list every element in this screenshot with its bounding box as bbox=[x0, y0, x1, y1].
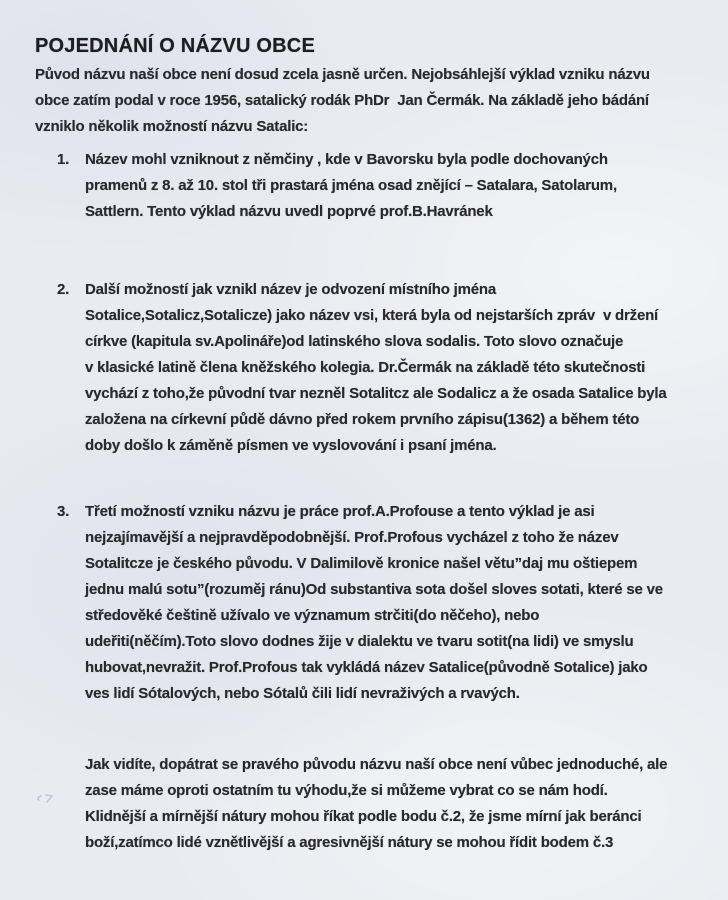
closing-paragraph bbox=[85, 752, 667, 856]
text-line: boží,zatímco lidé vznětlivější a agresivnější nátury se mohou řídit bodem č.3 bbox=[85, 834, 614, 851]
text-line: Další možností jak vznikl název je odvození místního jména bbox=[85, 281, 497, 298]
item-text bbox=[85, 277, 667, 459]
intro-paragraph bbox=[35, 62, 650, 140]
text-line: Sotalice,Sotalicz,Sotalicze) jako název vsi, která byla od nejstarších zpráv v držení bbox=[85, 307, 659, 324]
text-line: hubovat,nevražit. Prof.Profous tak vykládá název Satalice(původně Sotalice) jako bbox=[85, 659, 648, 676]
text-line: Klidnější a mírnější nátury mohou říkat podle bodu č.2, že jsme mírní jak beránci bbox=[85, 808, 642, 825]
item-number: 3. bbox=[57, 503, 70, 520]
page-title: POJEDNÁNÍ O NÁZVU OBCE bbox=[35, 35, 315, 58]
item-text bbox=[85, 499, 663, 707]
numbered-item-2 bbox=[57, 277, 718, 459]
item-text bbox=[85, 147, 617, 225]
text-line: Sattlern. Tento výklad názvu uvedl poprvé prof.B.Havránek bbox=[85, 203, 493, 220]
pencil-mark-artifact bbox=[34, 791, 60, 807]
text-line: založena na církevní půdě dávno před rokem prvního zápisu(1362) a během této bbox=[85, 411, 640, 428]
text-line: Jak vidíte, dopátrat se pravého původu názvu naší obce není vůbec jednoduché, ale bbox=[85, 756, 668, 773]
item-number: 2. bbox=[57, 281, 70, 298]
text-line: středověké češtině užívalo ve významum strčiti(do něčeho), nebo bbox=[85, 607, 540, 624]
text-line: v klasické latině člena kněžského kolegia. Dr.Čermák na základě této skutečnosti bbox=[85, 359, 646, 376]
text-line: Původ názvu naší obce není dosud zcela jasně určen. Nejobsáhlejší výklad vzniku názvu bbox=[35, 66, 650, 83]
numbered-item-1 bbox=[57, 147, 718, 225]
text-line: jednu malú sotu”(rozuměj ránu)Od substantiva sota došel sloves sotati, které se ve bbox=[85, 581, 663, 598]
text-line: Název mohl vzniknout z němčiny , kde v Bavorsku byla podle dochovaných bbox=[85, 151, 608, 168]
text-line: Třetí možností vzniku názvu je práce prof.A.Profouse a tento výklad je asi bbox=[85, 503, 595, 520]
text-line: vychází z toho,že původní tvar nezněl Sotalitcz ale Sodalicz a že osada Satalice byla bbox=[85, 385, 667, 402]
text-line: církve (kapitula sv.Apolináře)od latinského slova sodalis. Toto slovo označuje bbox=[85, 333, 624, 350]
text-line: nejzajímavější a nejpravděpodobnější. Prof.Profous vycházel z toho že název bbox=[85, 529, 619, 546]
text-line: pramenů z 8. až 10. stol tři prastará jména osad znějící – Satalara, Satolarum, bbox=[85, 177, 617, 194]
text-line: ves lidí Sótalových, nebo Sótalů čili lidí nevraživých a rvavých. bbox=[85, 685, 520, 702]
text-line: doby došlo k záměně písmen ve vyslovování i psaní jména. bbox=[85, 437, 497, 454]
text-line: udeřiti(něčím).Toto slovo dodnes žije v dialektu ve tvaru sotit(na lidi) ve smyslu bbox=[85, 633, 634, 650]
text-line: Sotalitcze je českého původu. V Dalimilově kronice našel větu”daj mu oštiepem bbox=[85, 555, 638, 572]
text-line: vzniklo několik možností názvu Satalic: bbox=[35, 118, 309, 135]
numbered-item-3 bbox=[57, 499, 718, 707]
item-number: 1. bbox=[57, 151, 70, 168]
text-line: zase máme oproti ostatním tu výhodu,že si můžeme vybrat co se nám hodí. bbox=[85, 782, 608, 799]
text-line: obce zatím podal v roce 1956, satalický rodák PhDr Jan Čermák. Na základě jeho bádání bbox=[35, 92, 649, 109]
